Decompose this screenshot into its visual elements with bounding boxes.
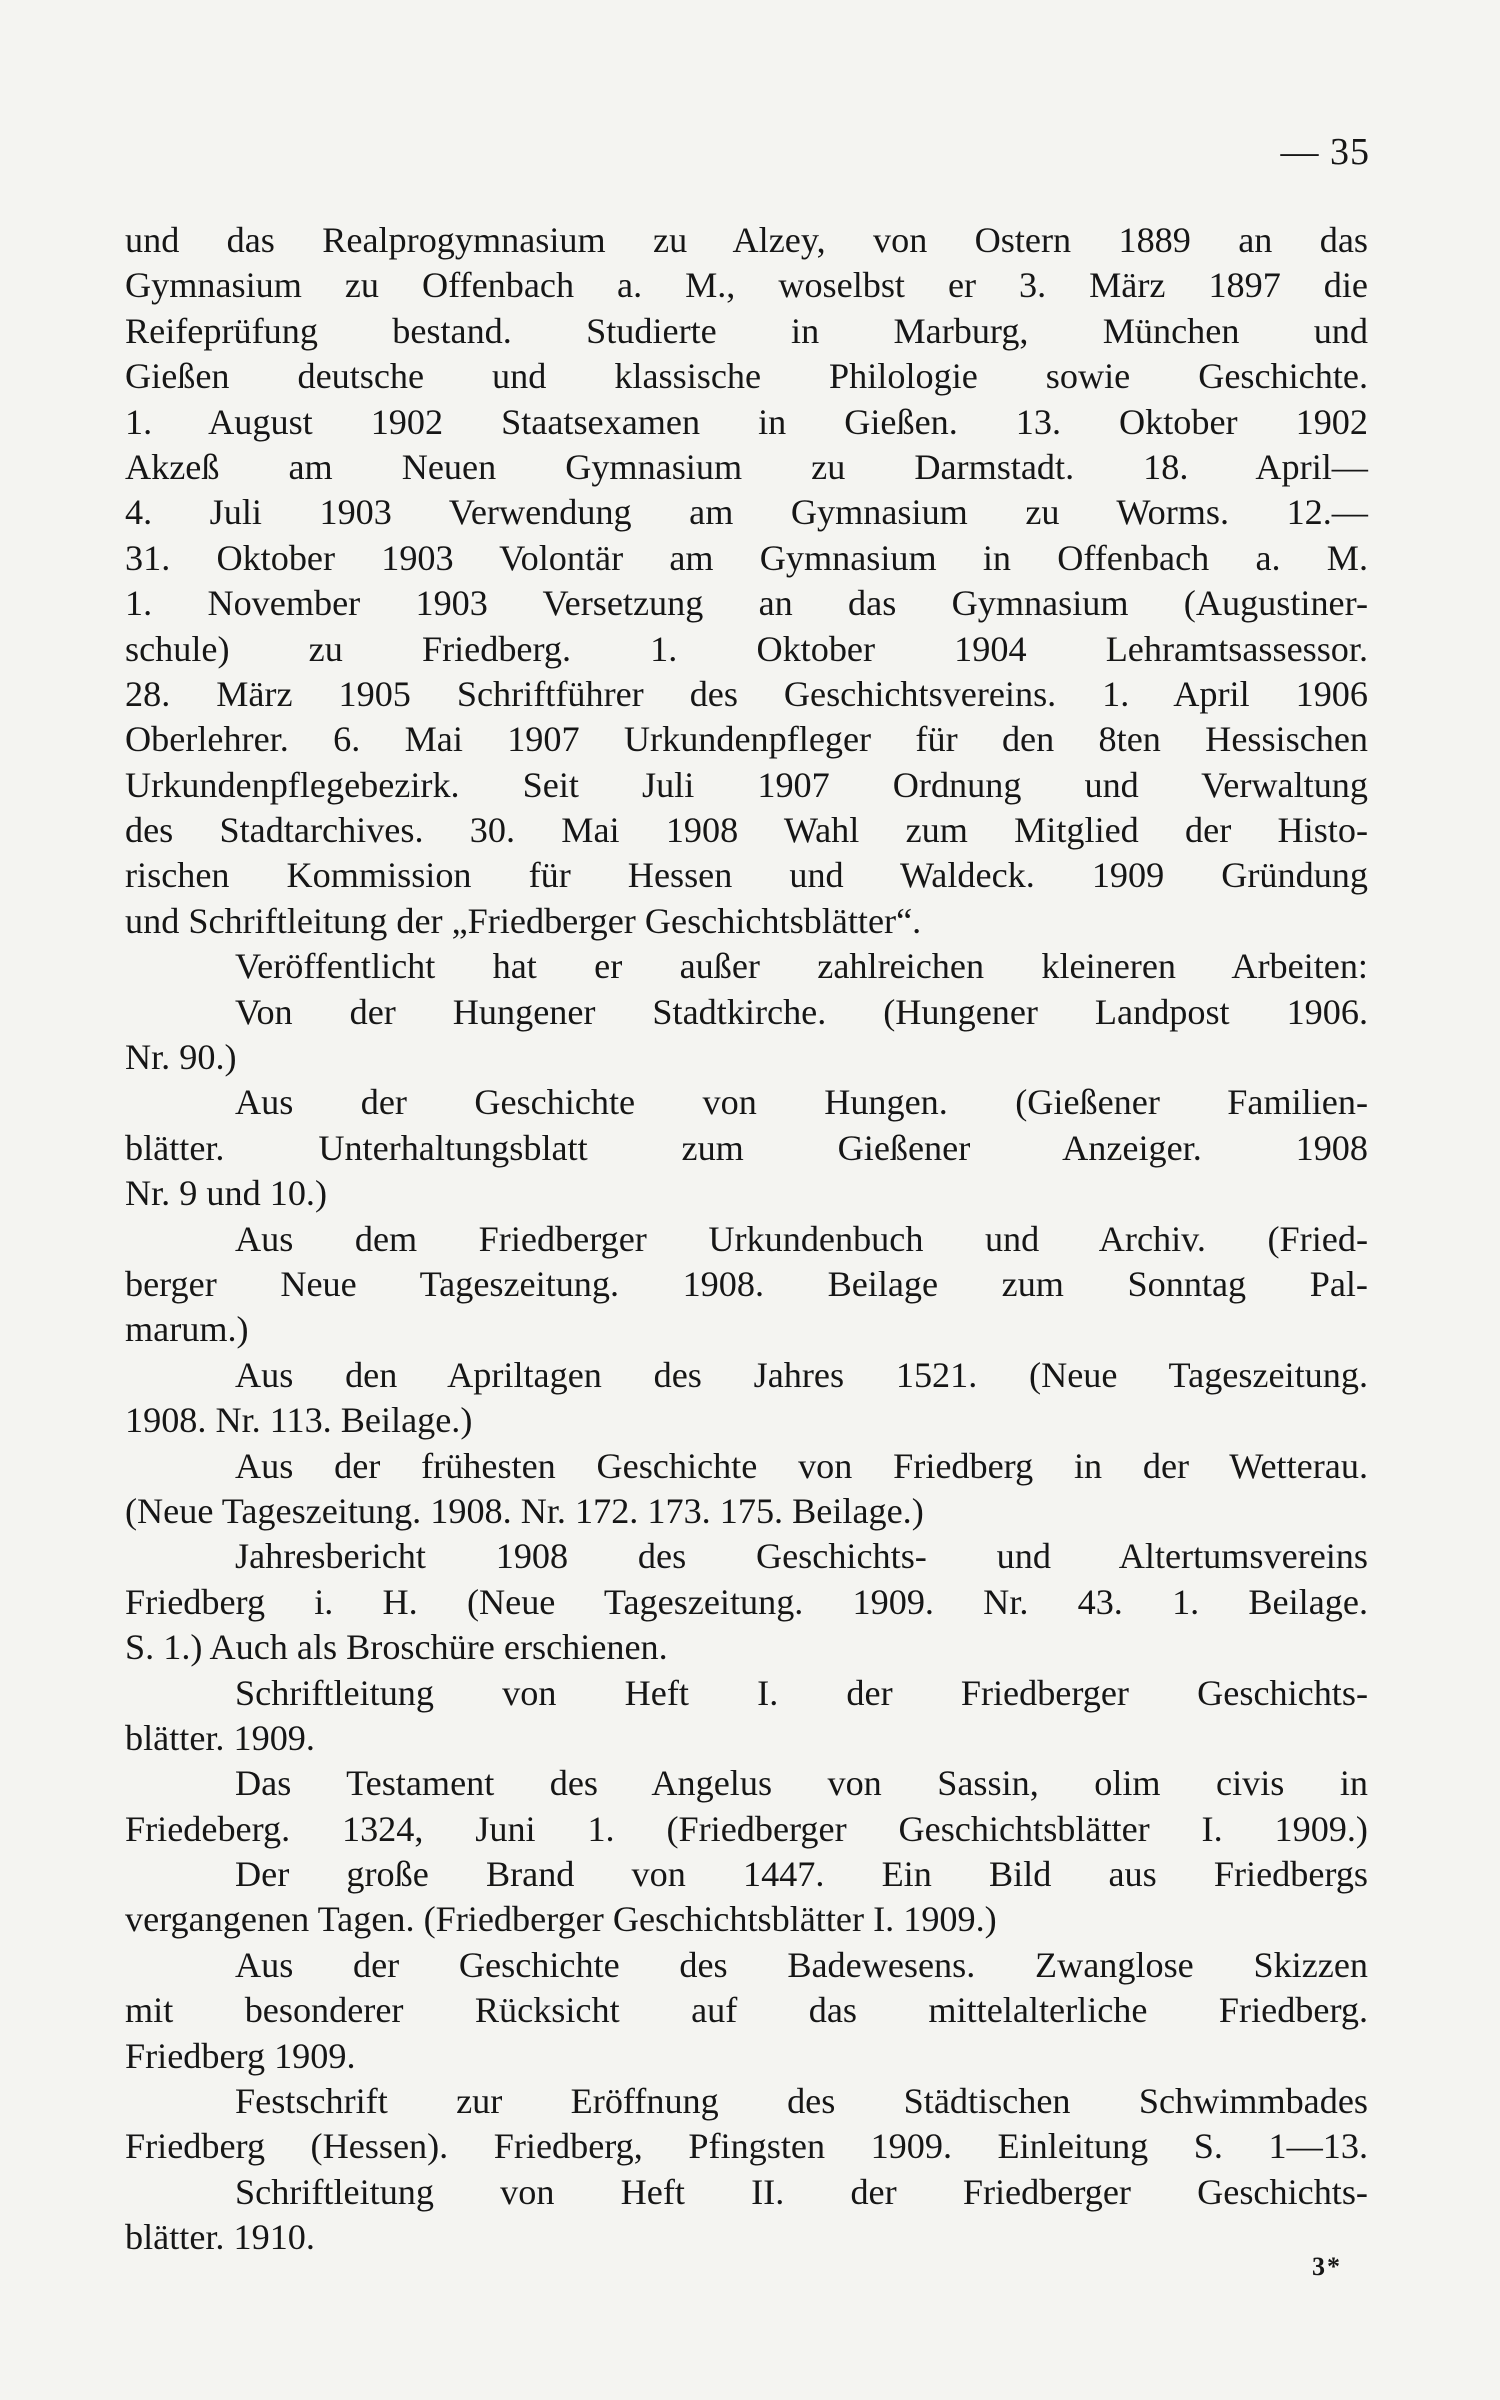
- text-line: Von der Hungener Stadtkirche. (Hungener Landpost 1906.: [235, 991, 1368, 1032]
- text-line: Gymnasium zu Offenbach a. M., woselbst er 3. März 1897 die: [125, 265, 1368, 306]
- text-line: Schriftleitung von Heft II. der Friedberger Geschichts-: [235, 2171, 1368, 2212]
- text-line: 1. November 1903 Versetzung an das Gymnasium (Augustiner-: [125, 583, 1368, 624]
- text-line: Oberlehrer. 6. Mai 1907 Urkundenpfleger für den 8ten Hessischen: [125, 719, 1368, 760]
- text-line: Aus der Geschichte des Badewesens. Zwanglose Skizzen: [235, 1944, 1368, 1985]
- text-line: Nr. 9 und 10.): [125, 1173, 328, 1214]
- text-line: mit besonderer Rücksicht auf das mittelalterliche Friedberg.: [125, 1990, 1368, 2031]
- text-line: Aus dem Friedberger Urkundenbuch und Archiv. (Fried-: [235, 1218, 1368, 1259]
- text-line: rischen Kommission für Hessen und Waldeck. 1909 Gründung: [125, 855, 1368, 896]
- text-line: 31. Oktober 1903 Volontär am Gymnasium in Offenbach a. M.: [125, 537, 1368, 578]
- text-line: Jahresbericht 1908 des Geschichts- und Altertumsvereins: [235, 1536, 1368, 1577]
- text-line: blätter. 1909.: [125, 1717, 315, 1758]
- text-line: und das Realprogymnasium zu Alzey, von Ostern 1889 an das: [125, 220, 1368, 260]
- text-line: Festschrift zur Eröffnung des Städtischen Schwimmbades: [235, 2081, 1368, 2122]
- text-line: Nr. 90.): [125, 1037, 237, 1078]
- text-line: Aus der frühesten Geschichte von Friedberg in der Wetterau.: [235, 1445, 1368, 1486]
- body-text: [125, 218, 1368, 2261]
- text-line: Friedberg (Hessen). Friedberg, Pfingsten 1909. Einleitung S. 1—13.: [125, 2126, 1368, 2167]
- text-line: S. 1.) Auch als Broschüre erschienen.: [125, 1627, 668, 1668]
- text-line: Schriftleitung von Heft I. der Friedberger Geschichts-: [235, 1672, 1368, 1713]
- text-line: Veröffentlicht hat er außer zahlreichen kleineren Arbeiten:: [235, 946, 1368, 987]
- text-line: Aus der Geschichte von Hungen. (Gießener Familien-: [235, 1082, 1368, 1123]
- text-line: vergangenen Tagen. (Friedberger Geschichtsblätter I. 1909.): [125, 1899, 997, 1940]
- text-line: Gießen deutsche und klassische Philologie sowie Geschichte.: [125, 356, 1368, 397]
- text-line: 1908. Nr. 113. Beilage.): [125, 1400, 473, 1441]
- text-line: Urkundenpflegebezirk. Seit Juli 1907 Ordnung und Verwaltung: [125, 764, 1368, 805]
- text-line: Friedberg 1909.: [125, 2035, 356, 2076]
- text-line: blätter. 1910.: [125, 2217, 315, 2258]
- text-line: 4. Juli 1903 Verwendung am Gymnasium zu Worms. 12.—: [125, 492, 1368, 533]
- text-line: Das Testament des Angelus von Sassin, olim civis in: [235, 1763, 1368, 1804]
- signature-mark: 3*: [1312, 2252, 1342, 2281]
- text-line: und Schriftleitung der „Friedberger Geschichtsblätter“.: [125, 900, 922, 941]
- text-line: Aus den Apriltagen des Jahres 1521. (Neue Tageszeitung.: [235, 1354, 1368, 1395]
- text-line: Akzeß am Neuen Gymnasium zu Darmstadt. 18. April—: [125, 446, 1368, 487]
- page-number: — 35: [1280, 131, 1370, 173]
- text-line: berger Neue Tageszeitung. 1908. Beilage zum Sonntag Pal-: [125, 1263, 1368, 1304]
- text-line: schule) zu Friedberg. 1. Oktober 1904 Lehramtsassessor.: [125, 628, 1368, 669]
- text-line: Reifeprüfung bestand. Studierte in Marburg, München und: [125, 310, 1368, 351]
- text-line: 1. August 1902 Staatsexamen in Gießen. 13. Oktober 1902: [125, 401, 1368, 442]
- text-line: Friedberg i. H. (Neue Tageszeitung. 1909. Nr. 43. 1. Beilage.: [125, 1581, 1368, 1622]
- text-line: (Neue Tageszeitung. 1908. Nr. 172. 173. 175. Beilage.): [125, 1490, 924, 1531]
- text-line: marum.): [125, 1309, 249, 1350]
- text-line: Friedeberg. 1324, Juni 1. (Friedberger Geschichtsblätter I. 1909.): [125, 1808, 1368, 1849]
- text-line: blätter. Unterhaltungsblatt zum Gießener Anzeiger. 1908: [125, 1127, 1368, 1168]
- text-line: des Stadtarchives. 30. Mai 1908 Wahl zum Mitglied der Histo-: [125, 810, 1368, 851]
- text-line: 28. März 1905 Schriftführer des Geschichtsvereins. 1. April 1906: [125, 673, 1368, 714]
- text-line: Der große Brand von 1447. Ein Bild aus Friedbergs: [235, 1854, 1368, 1895]
